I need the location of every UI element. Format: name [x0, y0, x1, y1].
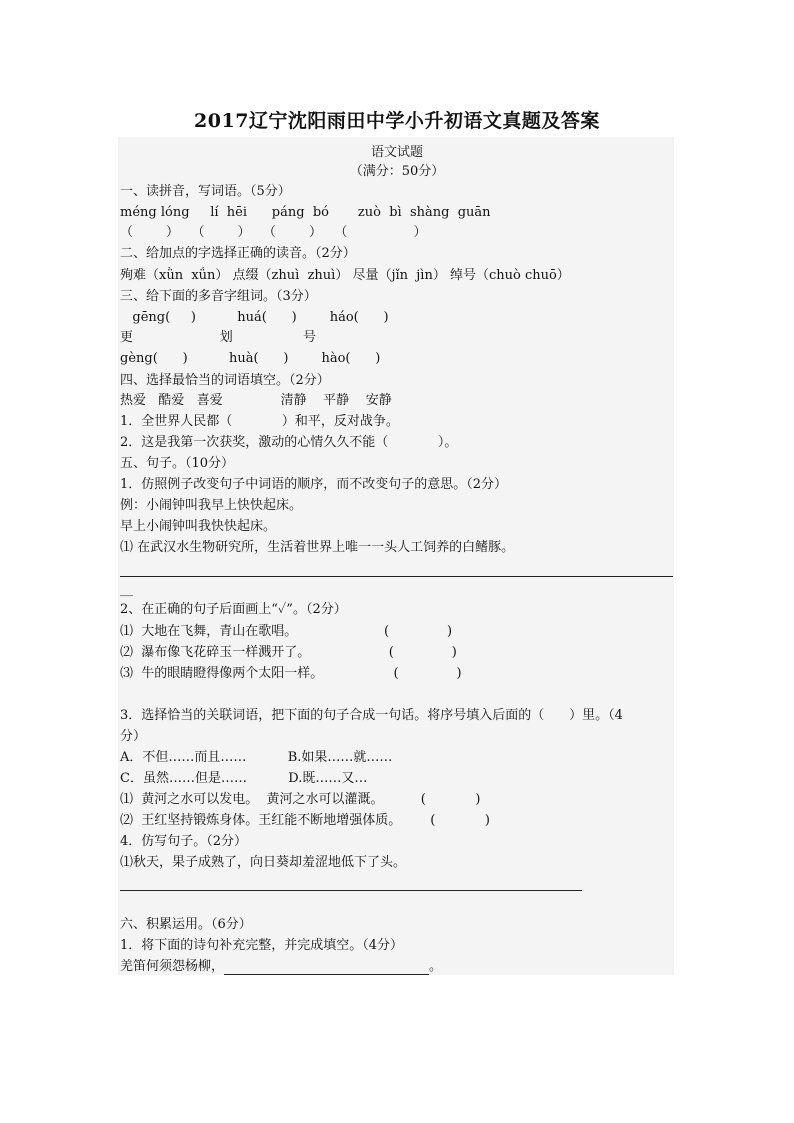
- answer-line-continuation: __: [120, 582, 133, 597]
- section-6-question-1: 1．将下面的诗句补充完整，并完成填空。（4分）: [120, 938, 404, 953]
- section-3-heading: 三、给下面的多音字组词。（3分）: [120, 289, 317, 304]
- document-title: 2017辽宁沈阳雨田中学小升初语文真题及答案: [194, 110, 600, 132]
- section-1-heading: 一、读拼音，写词语。（5分）: [120, 184, 291, 199]
- section-4-question-2: 2．这是我第一次获奖，激动的心情久久不能（ ）。: [120, 435, 458, 450]
- section-5-example-2: 早上小闹钟叫我快快起床。: [120, 519, 277, 534]
- section-5-option-ab: A．不但……而且…… B.如果……就……: [120, 750, 393, 765]
- section-5-question-2-3: ⑶ 牛的眼睛瞪得像两个太阳一样。 ( ): [120, 666, 462, 681]
- section-5-question-3-1: ⑴ 黄河之水可以发电。 黄河之水可以灌溉。 ( ): [120, 792, 481, 807]
- section-5-question-3-2: ⑵ 王红坚持锻炼身体。王红能不断地增强体质。 ( ): [120, 813, 490, 828]
- answer-line: [120, 576, 673, 577]
- section-5-question-1: 1．仿照例子改变句子中词语的顺序，而不改变句子的意思。（2分）: [120, 477, 508, 492]
- section-5-question-2: 2、在正确的句子后面画上“✓”。（2分）: [120, 602, 347, 617]
- section-5-question-2-2: ⑵ 瀑布像飞花碎玉一样溅开了。 ( ): [120, 645, 457, 660]
- poem-suffix: 。: [429, 959, 443, 974]
- section-5-question-2-1: ⑴ 大地在飞舞，青山在歌唱。 ( ): [120, 624, 453, 639]
- section-3-row-1: gēng( ) huá( ) háo( ): [120, 310, 389, 325]
- section-6-poem-line: [120, 959, 442, 975]
- section-1-pinyin: méng lóng lí hēi páng bó zuò bì shàng guān: [120, 205, 491, 220]
- section-3-row-2: 更 划 号: [120, 330, 317, 345]
- section-5-heading: 五、句子。（10分）: [120, 456, 235, 471]
- section-3-row-3: gèng( ) huà( ) hào( ): [120, 351, 381, 366]
- poem-blank: [224, 962, 429, 975]
- poem-prefix: 羌笛何须怨杨柳，: [120, 959, 225, 974]
- section-2-items: 殉难（xǜn xǘn） 点缀（zhuì zhuì） 尽量（jǐn jìn） 绰号（chuò chuō）: [120, 268, 570, 283]
- section-4-heading: 四、选择最恰当的词语填空。（2分）: [120, 373, 330, 388]
- section-4-word-bank: 热爱 酷爱 喜爱 清静 平静 安静: [120, 393, 392, 408]
- section-5-question-3: 3．选择恰当的关联词语，把下面的句子合成一句话。将序号填入后面的（ ）里。（4: [120, 708, 623, 723]
- section-6-heading: 六、积累运用。（6分）: [120, 917, 252, 932]
- section-5-question-4: 4．仿写句子。（2分）: [120, 834, 248, 849]
- section-1-blanks: （ ） （ ） （ ） （ ）: [120, 225, 427, 240]
- section-4-question-1: 1．全世界人民都（ ）和平，反对战争。: [120, 414, 399, 429]
- total-score: （满分：50分）: [349, 164, 445, 179]
- exam-subtitle: 语文试题: [370, 145, 423, 160]
- section-5-question-4-1: ⑴秋天，果子成熟了，向日葵却羞涩地低下了头。: [120, 855, 407, 870]
- section-5-option-cd: C．虽然……但是…… D.既……又…: [120, 771, 368, 786]
- section-5-question-3-continued: 分）: [120, 729, 147, 744]
- section-5-example-1: 例：小闹钟叫我早上快快起床。: [120, 498, 303, 513]
- section-5-question-1-1: ⑴ 在武汉水生物研究所，生活着世界上唯一一头人工饲养的白鳍豚。: [120, 540, 515, 555]
- section-2-heading: 二、给加点的字选择正确的读音。（2分）: [120, 246, 356, 261]
- answer-line: [120, 890, 582, 891]
